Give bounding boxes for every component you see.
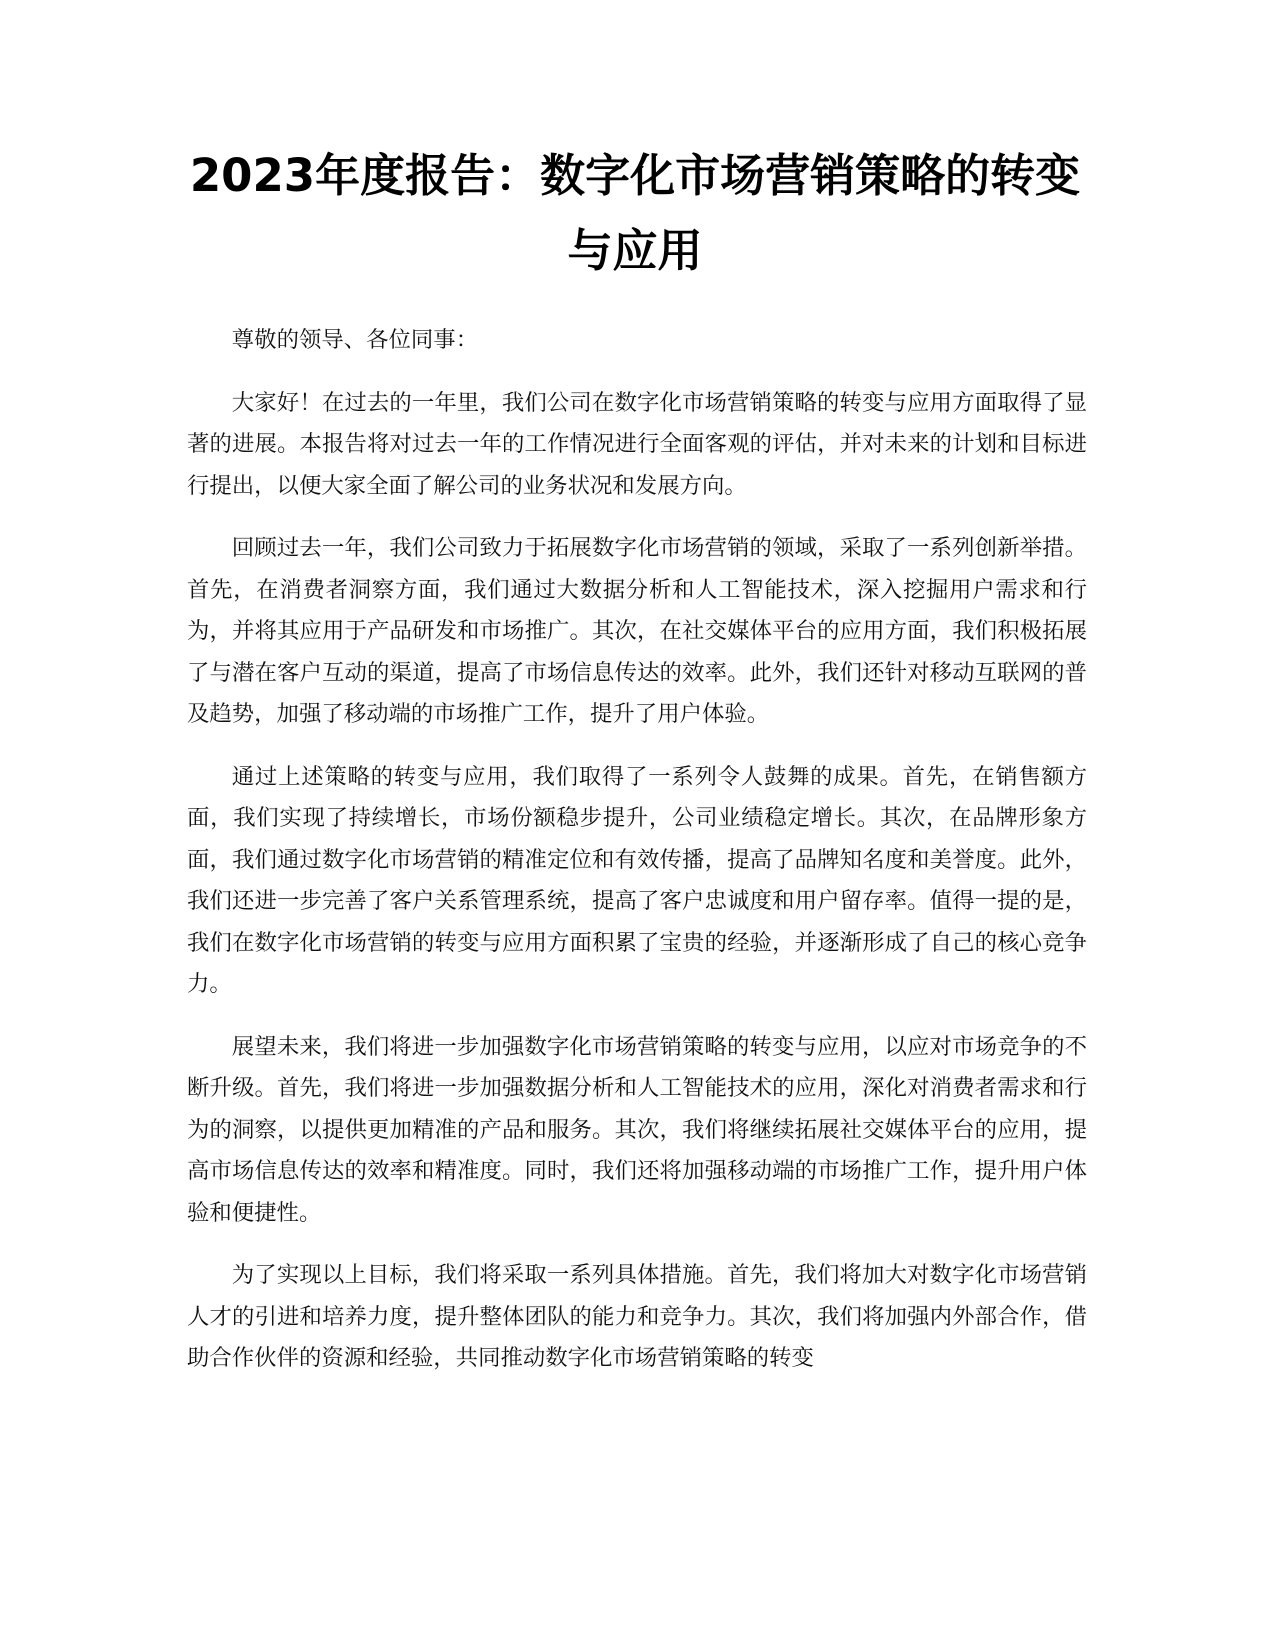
document-body — [187, 320, 1087, 1401]
paragraph-outlook: 展望未来，我们将进一步加强数字化市场营销策略的转变与应用，以应对市场竞争的不断升级。首先，我们将进一步加强数据分析和人工智能技术的应用，深化对消费者需求和行为的洞察，以提供更加精准的产品和服务。其次，我们将继续拓展社交媒体平台的应用，提高市场信息传达的效率和精准度。同时，我们还将加强移动端的市场推广工作，提升用户体验和便捷性。 — [187, 1033, 1087, 1226]
document-title: 2023年度报告：数字化市场营销策略的转变与应用 — [189, 149, 1081, 277]
paragraph-intro: 大家好！在过去的一年里，我们公司在数字化市场营销策略的转变与应用方面取得了显著的进展。本报告将对过去一年的工作情况进行全面客观的评估，并对未来的计划和目标进行提出，以便大家全面了解公司的业务状况和发展方向。 — [187, 389, 1087, 499]
greeting-paragraph: 尊敬的领导、各位同事： — [231, 327, 479, 353]
paragraph-results: 通过上述策略的转变与应用，我们取得了一系列令人鼓舞的成果。首先，在销售额方面，我们实现了持续增长，市场份额稳步提升，公司业绩稳定增长。其次，在品牌形象方面，我们通过数字化市场营销的精准定位和有效传播，提高了品牌知名度和美誉度。此外，我们还进一步完善了客户关系管理系统，提高了客户忠诚度和用户留存率。值得一提的是，我们在数字化市场营销的转变与应用方面积累了宝贵的经验，并逐渐形成了自己的核心竞争力。 — [187, 763, 1087, 997]
paragraph-measures: 为了实现以上目标，我们将采取一系列具体措施。首先，我们将加大对数字化市场营销人才的引进和培养力度，提升整体团队的能力和竞争力。其次，我们将加强内外部合作，借助合作伙伴的资源和经验，共同推动数字化市场营销策略的转变 — [187, 1262, 1087, 1371]
paragraph-review: 回顾过去一年，我们公司致力于拓展数字化市场营销的领域，采取了一系列创新举措。首先，在消费者洞察方面，我们通过大数据分析和人工智能技术，深入挖掘用户需求和行为，并将其应用于产品研发和市场推广。其次，在社交媒体平台的应用方面，我们积极拓展了与潜在客户互动的渠道，提高了市场信息传达的效率。此外，我们还针对移动互联网的普及趋势，加强了移动端的市场推广工作，提升了用户体验。 — [187, 535, 1087, 727]
